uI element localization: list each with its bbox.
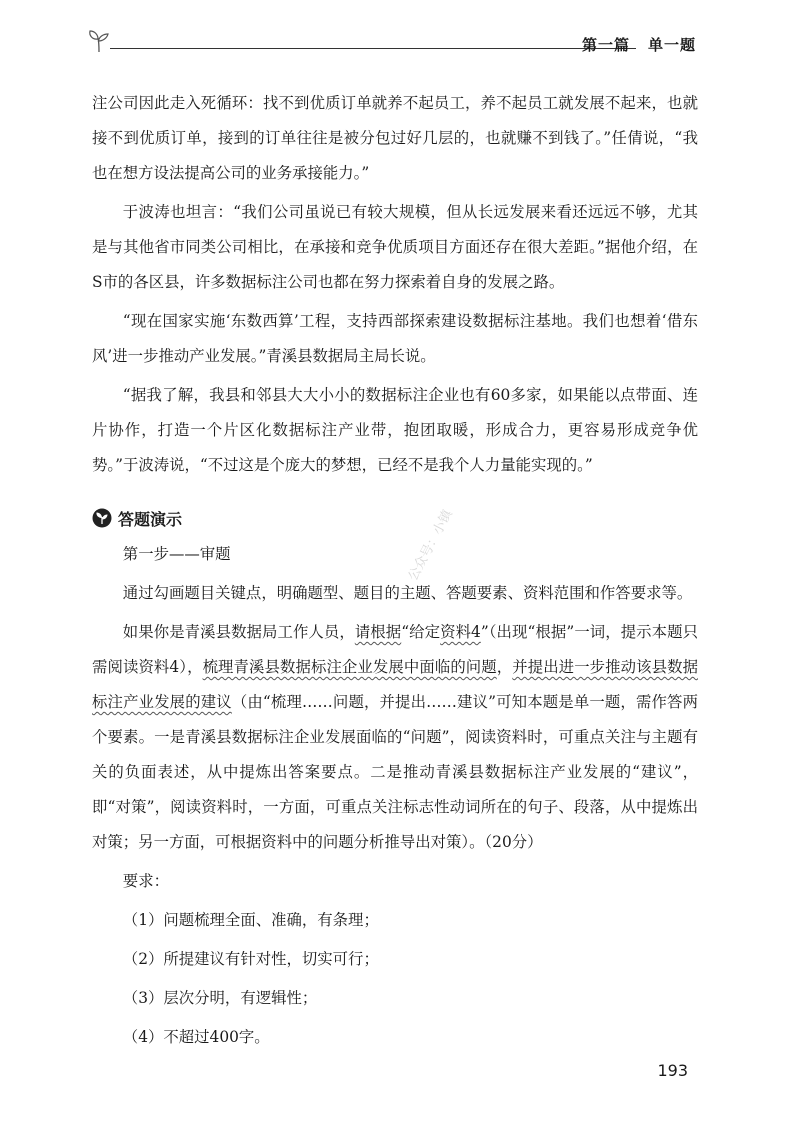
- question-text: （由“梳理……问题，并提出……建议”可知本题是单一题，需作答两个要素。一是青溪县数据标注企业发展面临的“问题”，阅读资料时，可重点关注与主题有关的负面表述，从中提炼出答案要点。二是推动青溪县数据标注产业发展的“建议”，即“对策”，阅读资料时，一方面，可重点关注标志性动词所在的句子、段落，从中提炼出对策；另一方面，可根据资料中的问题分析推导出对策）。（20分）: [92, 693, 698, 851]
- sprout-icon: [86, 28, 112, 54]
- paragraph: 注公司因此走入死循环：找不到优质订单就养不起员工，养不起员工就发展不起来，也就接不到优质订单，接到的订单往往是被分包过好几层的，也就赚不到钱了。”任倩说，“我也在想方设法提高公司的业务承接能力。”: [92, 94, 698, 182]
- page-number: 193: [657, 1061, 688, 1080]
- underlined-keyword: 梳理青溪县数据标注企业发展中面临的问题: [202, 658, 497, 676]
- paragraph: “现在国家实施‘东数西算’工程，支持西部探索建设数据标注基地。我们也想着‘借东风’进一步推动产业发展。”青溪县数据局主局长说。: [92, 312, 698, 365]
- header-rule: [110, 48, 636, 49]
- intro-paragraph: 通过勾画题目关键点，明确题型、题目的主题、答题要素、资料范围和作答要求等。: [122, 584, 693, 602]
- question-text: 如果你是青溪县数据局工作人员，: [122, 623, 355, 641]
- part-label: 第一篇: [581, 36, 630, 54]
- chapter-label: 单一题: [647, 36, 696, 54]
- underlined-keyword: 并提出进一步推动该县数据标注产业发展的建议: [92, 658, 698, 711]
- underlined-keyword: 资料4: [440, 623, 481, 641]
- requirement-item: （3）层次分明，有逻辑性；: [122, 989, 318, 1007]
- section-label: [582, 34, 696, 55]
- question-text: ，: [496, 658, 513, 676]
- section-title: 答题演示: [118, 509, 183, 529]
- underlined-keyword: 请根据: [354, 623, 402, 641]
- paragraph: 于波涛也坦言：“我们公司虽说已有较大规模，但从长远发展来看还远远不够，尤其是与其他省市同类公司相比，在承接和竞争优质项目方面还存在很大差距。”据他介绍，在S市的各区县，许多数据标注公司也都在努力探索着自身的发展之路。: [92, 203, 698, 291]
- question-text: ”（出现“根据”一词，提示本题只需阅读资料4），: [92, 623, 698, 676]
- question-text: “给定: [401, 623, 441, 641]
- running-header: [86, 28, 696, 58]
- requirement-item: （1）问题梳理全面、准确，有条理；: [122, 911, 379, 929]
- requirement-item: （2）所提建议有针对性，切实可行；: [122, 950, 379, 968]
- step-title: 第一步——审题: [122, 545, 231, 563]
- leaf-badge-icon: [92, 508, 112, 528]
- requirement-item: （4）不超过400字。: [122, 1028, 270, 1046]
- question-paragraph: [92, 615, 698, 860]
- paragraph: “据我了解，我县和邻县大大小小的数据标注企业也有60多家，如果能以点带面、连片协作，打造一个片区化数据标注产业带，抱团取暖，形成合力，更容易形成竞争优势。”于波涛说，“不过这是个庞大的梦想，已经不是我个人力量能实现的。”: [92, 386, 698, 474]
- section-heading: [92, 501, 698, 535]
- requirements-label: 要求：: [122, 872, 169, 890]
- page-body: [92, 86, 698, 1059]
- watermark: 公众号：小镇: [405, 507, 456, 584]
